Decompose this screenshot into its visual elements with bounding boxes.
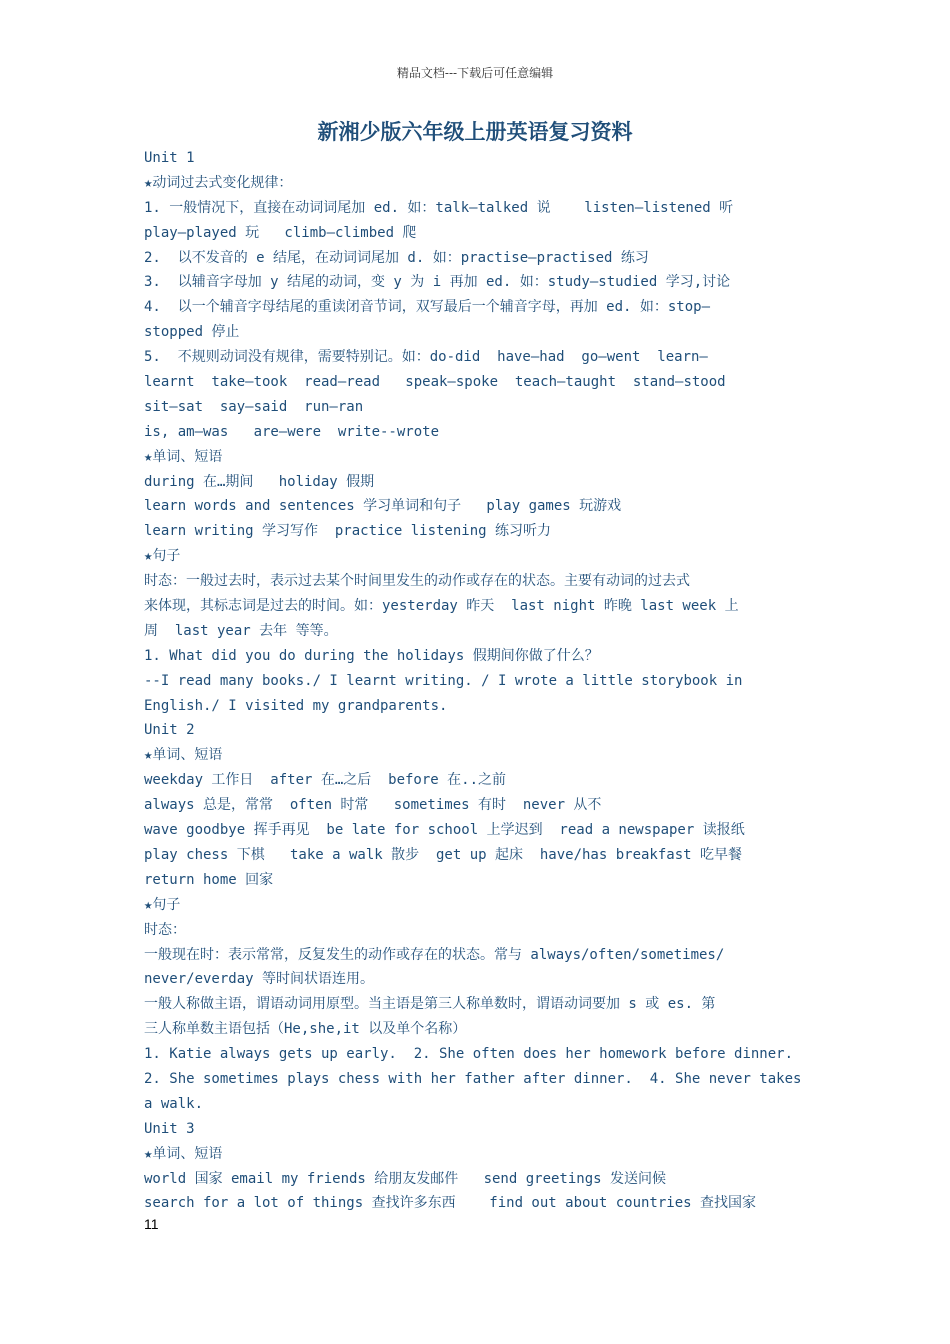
text-line: search for a lot of things 查找许多东西 find out about countries 查找国家 [144, 1195, 757, 1212]
text-line: always 总是，常常 often 时常 sometimes 有时 never 从不 [144, 797, 602, 814]
text-line: ★单词、短语 [144, 448, 223, 465]
text-line: 4. 以一个辅音字母结尾的重读闭音节词，双写最后一个辅音字母，再加 ed. 如：stop— [144, 299, 710, 316]
text-line: wave goodbye 挥手再见 be late for school 上学迟到 read a newspaper 读报纸 [144, 822, 745, 839]
text-line: 2. She sometimes plays chess with her father after dinner. 4. She never takes [144, 1070, 802, 1087]
page-header: 精品文档---下载后可任意编辑 [396, 66, 554, 80]
text-line: 时态：一般过去时，表示过去某个时间里发生的动作或存在的状态。主要有动词的过去式 [144, 573, 690, 590]
text-line: world 国家 email my friends 给朋友发邮件 send greetings 发送问候 [144, 1170, 667, 1187]
text-line: play—played 玩 climb—climbed 爬 [144, 224, 417, 241]
text-line: 周 last year 去年 等等。 [144, 622, 338, 639]
text-line: 2. 以不发音的 e 结尾，在动词词尾加 d. 如：practise—practised 练习 [144, 249, 649, 266]
text-line: during 在…期间 holiday 假期 [144, 473, 375, 490]
text-line: 5. 不规则动词没有规律，需要特别记。如：do-did have—had go—went learn— [144, 349, 708, 366]
text-line: 一般现在时：表示常常，反复发生的动作或存在的状态。常与 always/often/sometimes/ [144, 946, 725, 963]
text-line: 三人称单数主语包括（He,she,it 以及单个名称） [144, 1021, 467, 1038]
text-line: never/everday 等时间状语连用。 [144, 971, 375, 988]
text-line: ★单词、短语 [144, 1145, 223, 1162]
text-line: 1. What did you do during the holidays 假期间你做了什么？ [144, 647, 599, 664]
text-line: is, am—was are—were write--wrote [144, 423, 440, 440]
page-number: 11 [144, 1216, 159, 1232]
text-line: sit—sat say—said run—ran [144, 398, 364, 415]
text-line: learnt take—took read—read speak—spoke teach—taught stand—stood [144, 374, 726, 391]
text-line: Unit 2 [144, 722, 195, 739]
text-line: --I read many books./ I learnt writing. / I wrote a little storybook in [144, 672, 743, 689]
text-line: ★句子 [144, 548, 181, 565]
text-line: Unit 1 [144, 150, 195, 166]
text-line: 一般人称做主语，谓语动词用原型。当主语是第三人称单数时，谓语动词要加 s 或 es. 第 [144, 996, 716, 1013]
text-line: 3. 以辅音字母加 y 结尾的动词，变 y 为 i 再加 ed. 如：study—studied 学习,讨论 [144, 274, 731, 291]
text-line: learn words and sentences 学习单词和句子 play games 玩游戏 [144, 498, 622, 515]
text-line: 1. 一般情况下，直接在动词词尾加 ed. 如：talk—talked 说 listen—listened 听 [144, 199, 734, 216]
text-line: stopped 停止 [144, 324, 240, 341]
text-line: ★句子 [144, 896, 181, 913]
document-title: 新湘少版六年级上册英语复习资料 [317, 120, 633, 144]
text-line: return home 回家 [144, 871, 274, 888]
text-line: 时态： [144, 921, 186, 938]
text-line: 1. Katie always gets up early. 2. She often does her homework before dinner. [144, 1046, 794, 1063]
text-line: 来体现，其标志词是过去的时间。如：yesterday 昨天 last night 昨晚 last week 上 [144, 598, 739, 615]
text-line: a walk. [144, 1095, 204, 1112]
text-line: Unit 3 [144, 1120, 195, 1137]
text-line: play chess 下棋 take a walk 散步 get up 起床 have/has breakfast 吃早餐 [144, 846, 743, 863]
text-line: English./ I visited my grandparents. [144, 697, 448, 714]
document-body [144, 146, 814, 1216]
text-line: learn writing 学习写作 practice listening 练习听力 [144, 523, 552, 540]
text-line: ★单词、短语 [144, 747, 223, 764]
text-line: ★动词过去式变化规律： [144, 174, 293, 191]
text-line: weekday 工作日 after 在…之后 before 在..之前 [144, 772, 507, 789]
